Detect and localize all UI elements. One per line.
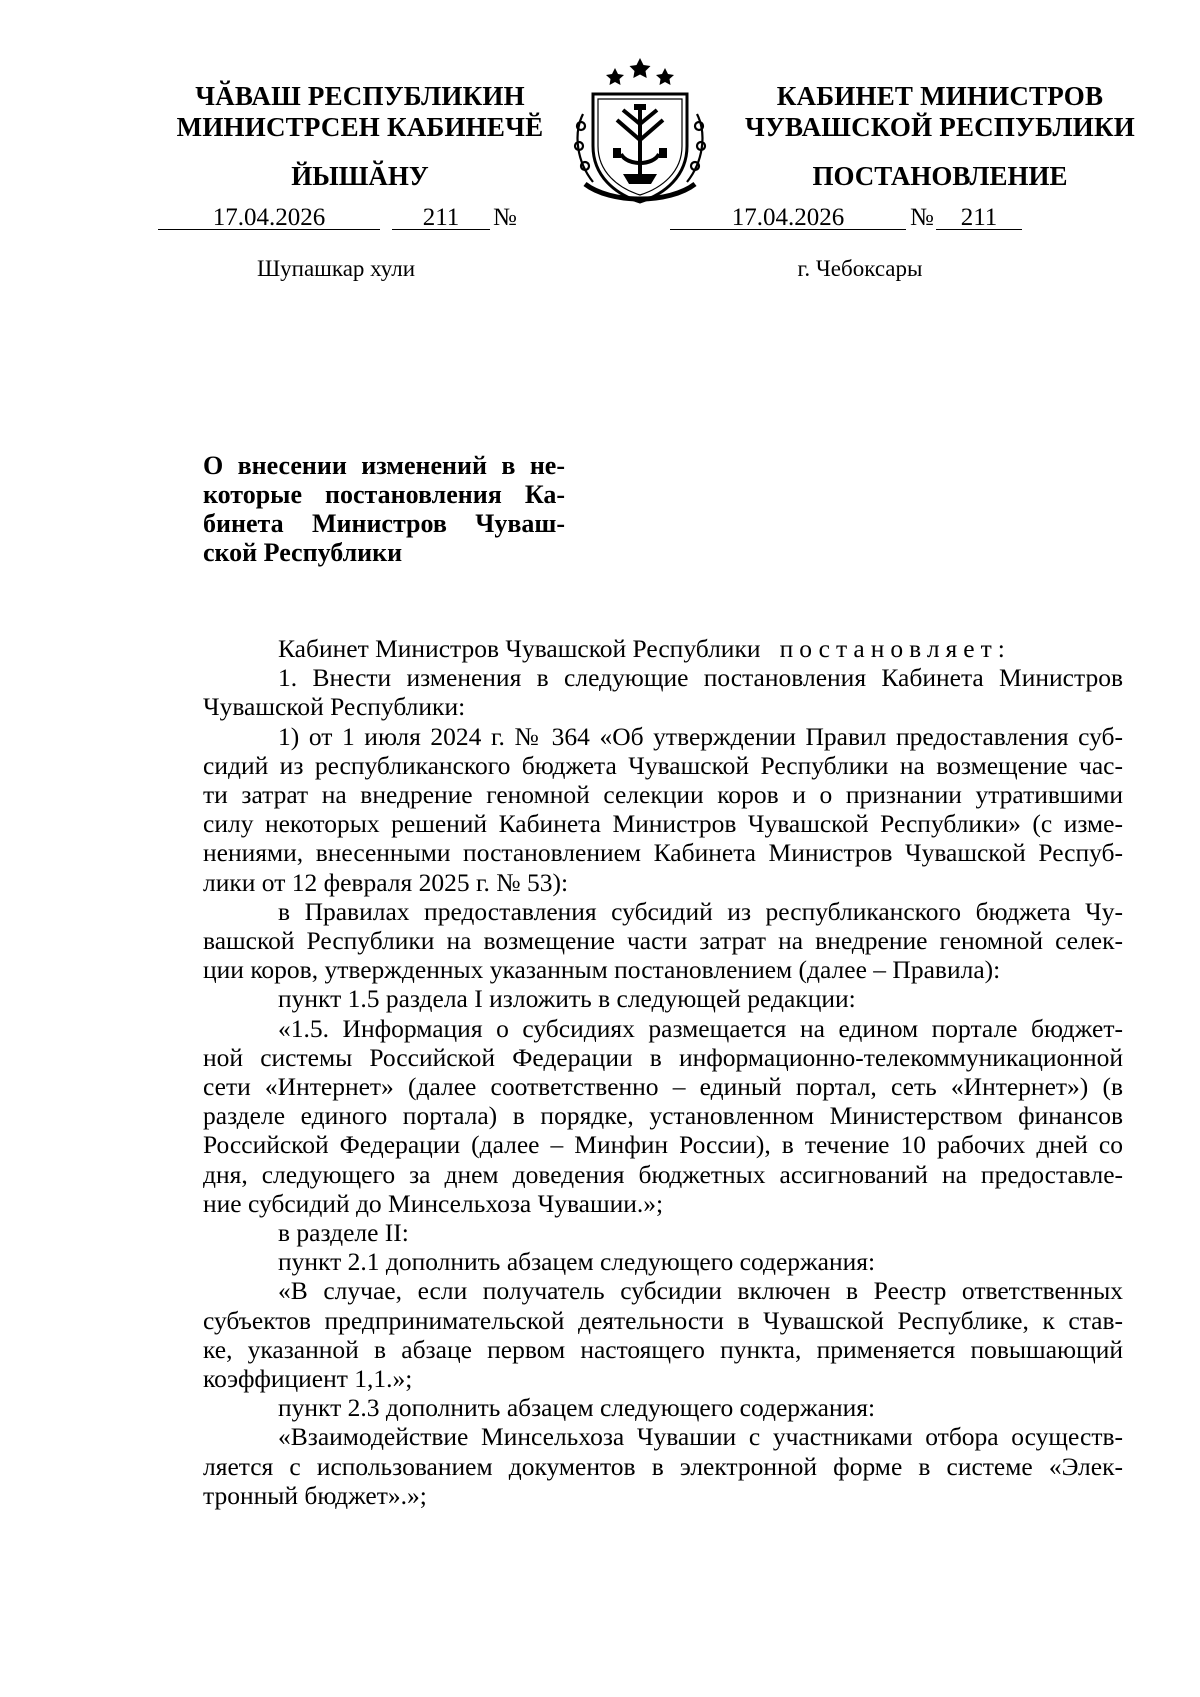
body-line: ции коров, утвержденных указанным постановлением (далее – Правила): bbox=[203, 955, 1001, 985]
body-line: Чувашской Республики: bbox=[203, 692, 466, 722]
right-number-sign: № bbox=[910, 204, 934, 231]
body-intro bbox=[203, 634, 1123, 663]
intro-decree: постановляет: bbox=[779, 634, 1011, 663]
chuvash-coat-of-arms-icon bbox=[571, 54, 709, 206]
left-date-field: 17.04.2026 bbox=[212, 204, 326, 231]
body-line: «Взаимодействие Минсельхоза Чувашии с участниками отбора осуществ- bbox=[278, 1422, 1123, 1452]
body-line: ти затрат на внедрение геномной селекции коров и о признании утратившими bbox=[203, 780, 1123, 810]
subject-line: ской Республики bbox=[203, 538, 403, 567]
right-org-line2: ЧУВАШСКОЙ РЕСПУБЛИКИ bbox=[745, 112, 1135, 142]
body-line: пункт 1.5 раздела I изложить в следующей редакции: bbox=[278, 984, 856, 1014]
subject-line: О внесении изменений в не- bbox=[203, 451, 565, 480]
body-line: сидий из республиканского бюджета Чувашской Республики на возмещение час- bbox=[203, 750, 1123, 780]
body-line: ке, указанной в абзаце первом настоящего пункта, применяется повышающий bbox=[203, 1334, 1123, 1364]
left-org-line2: МИНИСТРСЕН КАБИНЕЧӖ bbox=[176, 112, 544, 142]
body-line: ляется с использованием документов в электронной форме в системе «Элек- bbox=[203, 1451, 1123, 1481]
body-line: в разделе II: bbox=[278, 1218, 409, 1248]
body-line: субъектов предпринимательской деятельности в Чувашской Республике, к став- bbox=[203, 1305, 1123, 1335]
body-line: в Правилах предоставления субсидий из республиканского бюджета Чу- bbox=[278, 896, 1123, 926]
intro-text: Кабинет Министров Чувашской Республики bbox=[278, 634, 761, 663]
body-line: 1. Внести изменения в следующие постановления Кабинета Министров bbox=[278, 663, 1123, 693]
right-city: г. Чебоксары bbox=[797, 256, 923, 281]
body-line: «1.5. Информация о субсидиях размещается на едином портале бюджет- bbox=[278, 1013, 1123, 1043]
body-line: пункт 2.1 дополнить абзацем следующего содержания: bbox=[278, 1247, 876, 1277]
left-city: Шупашкар хули bbox=[256, 256, 416, 281]
body-line: тронный бюджет».»; bbox=[203, 1480, 427, 1510]
body-line: 1) от 1 июля 2024 г. № 364 «Об утверждении Правил предоставления суб- bbox=[278, 721, 1123, 751]
left-doc-type: ЙЫШӐНУ bbox=[291, 161, 429, 191]
body-line: Российской Федерации (далее – Минфин России), в течение 10 рабочих дней со bbox=[203, 1130, 1123, 1160]
body-line: вашской Республики на возмещение части затрат на внедрение геномной селек- bbox=[203, 926, 1123, 956]
body-line: лики от 12 февраля 2025 г. № 53): bbox=[203, 867, 569, 897]
document-subject bbox=[203, 451, 565, 567]
subject-line: бинета Министров Чуваш- bbox=[203, 509, 565, 538]
body-line: ной системы Российской Федерации в информационно-телекоммуникационной bbox=[203, 1042, 1123, 1072]
left-number-field: 211 bbox=[422, 204, 460, 231]
right-number-field: 211 bbox=[960, 204, 998, 231]
body-line: силу некоторых решений Кабинета Министров Чувашской Республики» (с изме- bbox=[203, 809, 1123, 839]
right-doc-type: ПОСТАНОВЛЕНИЕ bbox=[812, 161, 1068, 191]
left-number-sign: № bbox=[493, 204, 517, 231]
right-date-field: 17.04.2026 bbox=[731, 204, 845, 231]
body-line: нениями, внесенными постановлением Кабинета Министров Чувашской Респуб- bbox=[203, 838, 1123, 868]
right-org-name bbox=[730, 81, 1150, 143]
right-org-line1: КАБИНЕТ МИНИСТРОВ bbox=[776, 81, 1104, 111]
body-line: пункт 2.3 дополнить абзацем следующего содержания: bbox=[278, 1393, 876, 1423]
left-org-name bbox=[160, 81, 560, 143]
body-line: коэффициент 1,1.»; bbox=[203, 1364, 413, 1394]
body-line: ние субсидий до Минсельхоза Чувашии.»; bbox=[203, 1188, 664, 1218]
subject-line: которые постановления Ка- bbox=[203, 480, 565, 509]
body-line: дня, следующего за днем доведения бюджетных ассигнований на предоставле- bbox=[203, 1159, 1123, 1189]
body-line: «В случае, если получатель субсидии включен в Реестр ответственных bbox=[278, 1276, 1123, 1306]
body-line: сети «Интернет» (далее соответственно – единый портал, сеть «Интернет») (в bbox=[203, 1072, 1123, 1102]
document-body bbox=[203, 634, 1123, 1510]
left-org-line1: ЧӐВАШ РЕСПУБЛИКИН bbox=[195, 81, 525, 111]
body-line: разделе единого портала) в порядке, установленном Министерством финансов bbox=[203, 1101, 1123, 1131]
